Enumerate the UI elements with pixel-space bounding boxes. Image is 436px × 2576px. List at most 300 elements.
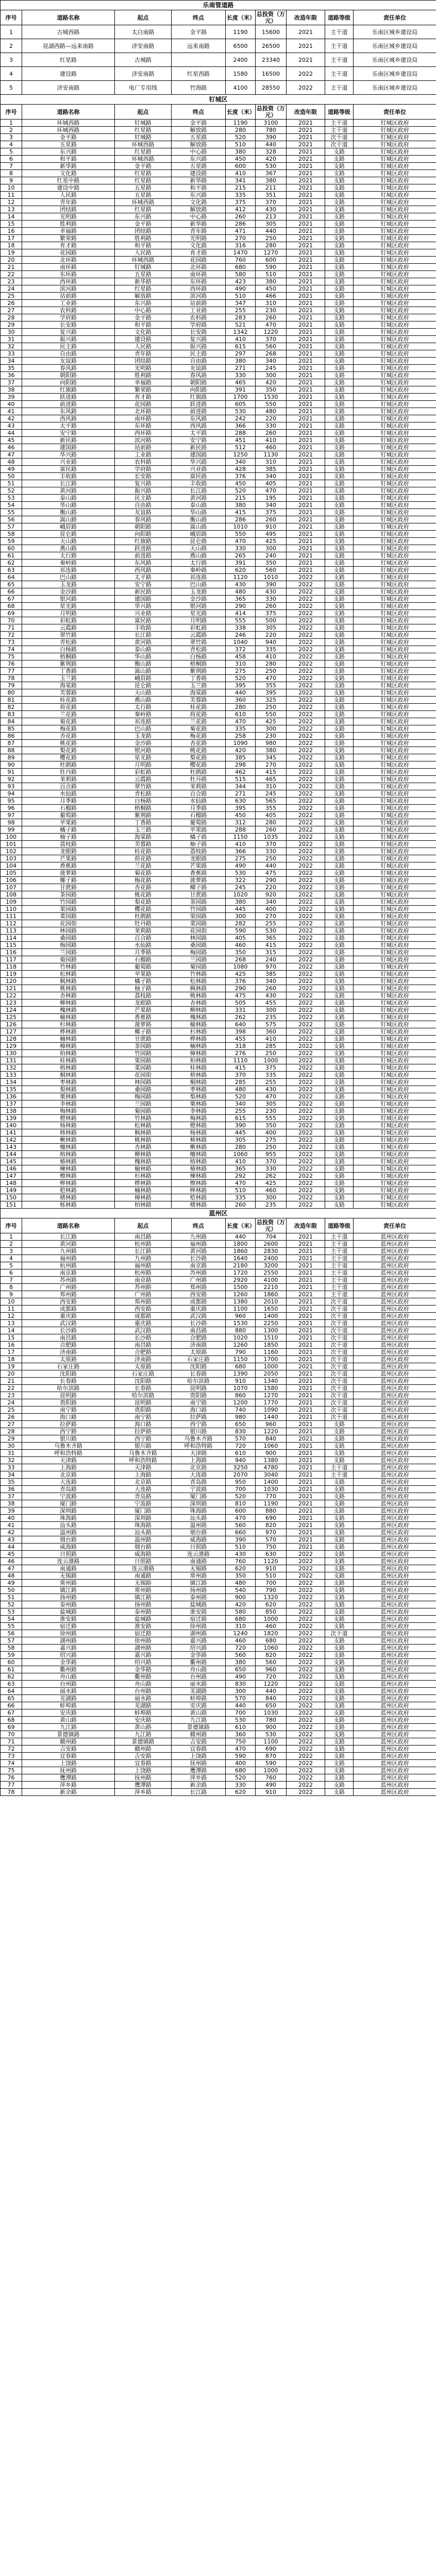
cell-length: 414 (226, 610, 256, 617)
cell-unit: 蓝州区政府 (354, 1349, 436, 1356)
cell-unit: 蓝州区政府 (354, 1241, 436, 1248)
cell-unit: 钉城区政府 (354, 386, 436, 394)
cell-start: 古城路 (115, 53, 172, 67)
cell-year: 2021 (287, 177, 325, 184)
cell-grade: 次干道 (325, 141, 354, 148)
cell-no: 69 (1, 1724, 22, 1731)
cell-area: 4780 (256, 1464, 287, 1471)
cell-no: 108 (1, 891, 22, 899)
cell-name: 大连路 (22, 1479, 115, 1486)
cell-year: 2022 (287, 783, 325, 790)
cell-name: 杭州路 (22, 1262, 115, 1269)
cell-area: 590 (256, 264, 287, 271)
cell-area: 1000 (256, 1616, 287, 1623)
cell-start: 巴山路 (115, 725, 172, 733)
cell-length: 475 (226, 992, 256, 999)
cell-name: 香蕉路 (22, 862, 115, 870)
cell-no: 97 (1, 812, 22, 819)
cell-length: 1342 (226, 329, 256, 336)
cell-area: 300 (256, 725, 287, 733)
cell-grade: 支路 (325, 956, 354, 963)
table-row (1, 913, 436, 920)
cell-end: 巴山路 (172, 581, 226, 588)
table-row (1, 675, 436, 682)
table-row (1, 660, 436, 668)
table-row (1, 329, 436, 336)
cell-start: 荔枝路 (115, 992, 172, 999)
cell-area: 970 (256, 963, 287, 971)
cell-end: 镇江路 (172, 1580, 226, 1587)
cell-start: 天山路 (115, 689, 172, 697)
cell-grade: 支路 (325, 1479, 354, 1486)
cell-grade: 支路 (325, 213, 354, 221)
table-row (1, 935, 436, 942)
cell-end: 南昌路 (172, 1327, 226, 1334)
cell-start: 峨眉路 (115, 675, 172, 682)
cell-length: 340 (226, 459, 256, 466)
cell-end: 兰花路 (172, 718, 226, 725)
cell-end: 赣州路 (172, 1731, 226, 1738)
cell-unit: 蓝州区政府 (354, 1544, 436, 1551)
cell-unit: 蓝州区政府 (354, 1608, 436, 1616)
cell-end: 檀林路 (172, 1151, 226, 1158)
cell-year: 2022 (287, 1165, 325, 1173)
cell-year: 2021 (287, 1313, 325, 1320)
cell-grade: 支路 (325, 1673, 354, 1681)
cell-grade: 支路 (325, 1709, 354, 1717)
cell-start: 环城西路 (115, 199, 172, 206)
cell-no: 54 (1, 502, 22, 509)
cell-name: 镇江路 (22, 1587, 115, 1594)
cell-area: 335 (256, 646, 287, 653)
cell-area: 490 (256, 1782, 287, 1789)
cell-length: 428 (226, 466, 256, 473)
cell-name: 宁波路 (22, 1493, 115, 1500)
cell-length: 350 (226, 949, 256, 956)
cell-unit: 钉城区政府 (354, 170, 436, 177)
cell-length: 610 (226, 1724, 256, 1731)
cell-area: 270 (256, 913, 287, 920)
cell-unit: 蓝州区政府 (354, 1291, 436, 1298)
cell-area: 720 (256, 1673, 287, 1681)
cell-year: 2021 (287, 336, 325, 343)
cell-no: 13 (1, 1320, 22, 1327)
cell-no: 21 (1, 1378, 22, 1385)
cell-area: 211 (256, 184, 287, 192)
cell-year: 2022 (287, 1782, 325, 1789)
cell-name: 无锡路 (22, 1572, 115, 1580)
cell-year: 2022 (287, 1666, 325, 1673)
cell-name: 杉林路 (22, 1021, 115, 1028)
cell-grade: 支路 (325, 257, 354, 264)
cell-name: 橙林路 (22, 1115, 115, 1122)
cell-name: 菠萝路 (22, 870, 115, 877)
cell-unit: 钉城区政府 (354, 156, 436, 163)
cell-end: 东兴路 (172, 156, 226, 163)
cell-name: 拉萨路 (22, 1421, 115, 1428)
cell-grade: 主干道 (325, 1291, 354, 1298)
cell-unit: 蓝州区政府 (354, 1399, 436, 1406)
cell-year: 2022 (287, 870, 325, 877)
cell-area: 280 (256, 819, 287, 826)
cell-year: 2021 (287, 1327, 325, 1334)
cell-no: 113 (1, 927, 22, 935)
cell-end: 苹果路 (172, 826, 226, 834)
cell-end: 云霞路 (172, 632, 226, 639)
cell-grade: 次干道 (325, 1356, 354, 1363)
cell-end: 新民路 (172, 444, 226, 451)
cell-year: 2022 (287, 841, 325, 848)
cell-name: 建国路 (22, 444, 115, 451)
cell-length: 2400 (226, 53, 256, 67)
cell-year: 2021 (287, 53, 325, 67)
cell-grade: 支路 (325, 495, 354, 502)
cell-year: 2022 (287, 999, 325, 1007)
cell-area: 260 (256, 826, 287, 834)
cell-no: 36 (1, 372, 22, 379)
cell-area: 1220 (256, 1681, 287, 1688)
cell-start: 长春路 (115, 1385, 172, 1392)
cell-grade: 支路 (325, 1450, 354, 1457)
cell-no: 7 (1, 1277, 22, 1284)
table-row (1, 293, 436, 300)
cell-name: 新华路 (22, 163, 115, 170)
cell-no: 137 (1, 1100, 22, 1108)
cell-no: 112 (1, 920, 22, 927)
cell-name: 振兴路 (22, 336, 115, 343)
table-row (1, 437, 436, 444)
cell-length: 3250 (226, 1464, 256, 1471)
cell-length: 1150 (226, 1356, 256, 1363)
cell-year: 2021 (287, 170, 325, 177)
cell-end: 文化路 (172, 199, 226, 206)
cell-grade: 支路 (325, 646, 354, 653)
cell-area: 1270 (256, 1392, 287, 1399)
cell-no: 106 (1, 877, 22, 884)
table-row (1, 213, 436, 221)
cell-no: 85 (1, 725, 22, 733)
cell-length: 505 (226, 999, 256, 1007)
cell-name: 玉兰路 (22, 675, 115, 682)
cell-area: 1010 (256, 574, 287, 581)
cell-no: 36 (1, 1486, 22, 1493)
cell-year: 2021 (287, 430, 325, 437)
cell-start: 西环路 (115, 430, 172, 437)
cell-unit: 钉城区政府 (354, 581, 436, 588)
cell-no: 40 (1, 1515, 22, 1522)
cell-grade: 次干道 (325, 1414, 354, 1421)
cell-name: 宜春路 (22, 1753, 115, 1760)
cell-length: 366 (226, 422, 256, 430)
cell-start: 紫荆路 (115, 812, 172, 819)
cell-start: 繁荣路 (115, 386, 172, 394)
cell-start: 玉龙路 (115, 733, 172, 740)
cell-year: 2021 (287, 379, 325, 386)
cell-area: 415 (256, 942, 287, 949)
cell-name: 银川路 (22, 1435, 115, 1443)
cell-start: 蚌埠路 (115, 1709, 172, 1717)
cell-start: 景德镇路 (115, 1738, 172, 1745)
table-row (1, 956, 436, 963)
cell-start: 济安南路 (115, 39, 172, 53)
cell-unit: 钉城区政府 (354, 617, 436, 624)
cell-area: 375 (256, 509, 287, 516)
cell-grade: 次干道 (325, 1313, 354, 1320)
cell-end: 绍兴路 (172, 1645, 226, 1652)
cell-year: 2022 (287, 776, 325, 783)
cell-year: 2021 (287, 1515, 325, 1522)
cell-area: 1340 (256, 1378, 287, 1385)
cell-unit: 蓝州区政府 (354, 1306, 436, 1313)
cell-no: 147 (1, 1173, 22, 1180)
cell-name: 榆林路 (22, 1014, 115, 1021)
cell-area: 350 (256, 560, 287, 567)
cell-area: 1060 (256, 1645, 287, 1652)
cell-no: 15 (1, 1334, 22, 1342)
cell-end: 桂林路 (172, 1064, 226, 1072)
cell-year: 2021 (287, 372, 325, 379)
table-row (1, 1100, 436, 1108)
cell-year: 2021 (287, 39, 325, 53)
cell-end: 东兴路 (172, 192, 226, 199)
cell-unit: 钉城区政府 (354, 480, 436, 487)
cell-grade: 支路 (325, 329, 354, 336)
cell-start: 乌鲁木齐路 (115, 1450, 172, 1457)
cell-year: 2021 (287, 1522, 325, 1529)
cell-length: 288 (226, 430, 256, 437)
cell-length: 310 (226, 660, 256, 668)
cell-unit: 蓝州区政府 (354, 1370, 436, 1378)
cell-length: 347 (226, 300, 256, 307)
cell-grade: 支路 (325, 422, 354, 430)
cell-length: 305 (226, 1137, 256, 1144)
cell-end: 文化路 (172, 242, 226, 249)
cell-end: 榆林路 (172, 1021, 226, 1028)
cell-start: 淮安路 (115, 1623, 172, 1630)
cell-area: 390 (256, 581, 287, 588)
cell-unit: 蓝州区政府 (354, 1745, 436, 1753)
cell-end: 楠林路 (172, 1043, 226, 1050)
cell-length: 415 (226, 509, 256, 516)
cell-length: 316 (226, 242, 256, 249)
header-row (1, 10, 436, 25)
cell-name: 檀林路 (22, 1144, 115, 1151)
cell-length: 660 (226, 1529, 256, 1536)
cell-name: 梧桐路 (22, 653, 115, 660)
cell-year: 2022 (287, 1724, 325, 1731)
cell-start: 林园路 (115, 1079, 172, 1086)
table-row (1, 1515, 436, 1522)
cell-unit: 蓝州区政府 (354, 1378, 436, 1385)
cell-end: 梅花路 (172, 733, 226, 740)
cell-year: 2022 (287, 1064, 325, 1072)
cell-grade: 主干道 (325, 1464, 354, 1471)
table-row (1, 1255, 436, 1262)
cell-unit: 钉城区政府 (354, 567, 436, 574)
cell-unit: 蓝州区政府 (354, 1320, 436, 1327)
cell-no: 143 (1, 1144, 22, 1151)
cell-unit: 钉城区政府 (354, 689, 436, 697)
cell-grade: 主干道 (325, 67, 354, 81)
cell-unit: 钉城区政府 (354, 495, 436, 502)
cell-area: 2210 (256, 1284, 287, 1291)
cell-length: 540 (226, 1587, 256, 1594)
cell-no: 22 (1, 1385, 22, 1392)
table-row (1, 1007, 436, 1014)
cell-start: 站前路 (115, 444, 172, 451)
cell-grade: 支路 (325, 1587, 354, 1594)
table-row (1, 1342, 436, 1349)
cell-name: 彩虹路 (22, 617, 115, 624)
cell-year: 2021 (287, 509, 325, 516)
cell-start: 云霞路 (115, 776, 172, 783)
table-row (1, 891, 436, 899)
cell-grade: 支路 (325, 1529, 354, 1536)
cell-end: 中心路 (172, 213, 226, 221)
cell-area: 910 (256, 523, 287, 531)
cell-length: 480 (226, 1086, 256, 1093)
cell-no: 119 (1, 971, 22, 978)
cell-grade: 次干道 (325, 1363, 354, 1370)
cell-grade: 支路 (325, 718, 354, 725)
cell-name: 秦岭路 (22, 560, 115, 567)
cell-name: 果园路 (22, 906, 115, 913)
cell-no: 50 (1, 1587, 22, 1594)
cell-length: 376 (226, 473, 256, 480)
cell-no: 70 (1, 1731, 22, 1738)
cell-no: 30 (1, 1443, 22, 1450)
cell-length: 2920 (226, 1277, 256, 1284)
cell-area: 770 (256, 1493, 287, 1500)
cell-end: 樱花路 (172, 761, 226, 769)
cell-end: 呼和浩特路 (172, 1443, 226, 1450)
cell-grade: 支路 (325, 653, 354, 660)
cell-end: 榉林路 (172, 1187, 226, 1194)
cell-start: 红星路 (115, 285, 172, 293)
cell-unit: 钉城区政府 (354, 978, 436, 985)
cell-year: 2021 (287, 314, 325, 321)
cell-name: 黄河路 (22, 487, 115, 495)
cell-no: 35 (1, 365, 22, 372)
cell-length: 215 (226, 495, 256, 502)
cell-year: 2021 (287, 365, 325, 372)
table-row (1, 805, 436, 812)
cell-year: 2021 (287, 401, 325, 408)
cell-no: 10 (1, 1298, 22, 1306)
cell-grade: 支路 (325, 596, 354, 603)
cell-end: 紫荆路 (172, 668, 226, 675)
cell-end: 西安路 (172, 1291, 226, 1298)
cell-area: 330 (256, 1165, 287, 1173)
cell-no: 56 (1, 1630, 22, 1637)
cell-end: 水仙路 (172, 798, 226, 805)
cell-end: 杜鹃路 (172, 769, 226, 776)
cell-area: 380 (256, 177, 287, 184)
cell-name: 金沙路 (22, 588, 115, 596)
cell-area: 2550 (256, 1269, 287, 1277)
cell-area: 290 (256, 877, 287, 884)
cell-year: 2022 (287, 862, 325, 870)
cell-name: 济安南路 (22, 81, 115, 95)
cell-start: 建设路 (115, 336, 172, 343)
cell-year: 2021 (287, 1233, 325, 1241)
cell-start: 贵阳路 (115, 1406, 172, 1414)
cell-start: 广州路 (115, 1291, 172, 1298)
cell-name: 华山路 (22, 502, 115, 509)
cell-year: 2021 (287, 1277, 325, 1284)
cell-no: 151 (1, 1201, 22, 1209)
cell-unit: 钉城区政府 (354, 293, 436, 300)
table-row (1, 487, 436, 495)
cell-end (172, 53, 226, 67)
cell-area: 370 (256, 199, 287, 206)
cell-grade: 支路 (325, 430, 354, 437)
cell-length: 1860 (226, 1248, 256, 1255)
cell-unit: 钉城区政府 (354, 697, 436, 704)
cell-year: 2022 (287, 67, 325, 81)
cell-end: 银川路 (172, 1428, 226, 1435)
cell-year: 2021 (287, 1363, 325, 1370)
table-row (1, 1291, 436, 1298)
section-title-row (1, 1, 436, 10)
cell-name: 沈阳路 (22, 1370, 115, 1378)
cell-length: 650 (226, 1421, 256, 1428)
cell-length: 650 (226, 1666, 256, 1673)
table-row (1, 783, 436, 790)
cell-start: 泰州路 (115, 1608, 172, 1616)
cell-year: 2022 (287, 884, 325, 891)
cell-year: 2021 (287, 1529, 325, 1536)
cell-end: 梧林路 (172, 1072, 226, 1079)
cell-no: 53 (1, 495, 22, 502)
table-row (1, 1572, 436, 1580)
cell-start: 中心路 (115, 307, 172, 314)
table-row (1, 228, 436, 235)
cell-grade: 支路 (325, 588, 354, 596)
cell-area: 310 (256, 459, 287, 466)
cell-end: 槐林路 (172, 1014, 226, 1021)
cell-grade: 支路 (325, 285, 354, 293)
cell-start: 武汉路 (115, 1327, 172, 1334)
cell-end: 玉龙路 (172, 588, 226, 596)
cell-unit: 钉城区政府 (354, 632, 436, 639)
cell-end: 柚子路 (172, 841, 226, 848)
cell-year: 2022 (287, 906, 325, 913)
cell-start: 胜利路 (115, 372, 172, 379)
cell-end: 祁连路 (172, 574, 226, 581)
cell-no: 87 (1, 740, 22, 747)
cell-year: 2022 (287, 1194, 325, 1201)
cell-year: 2021 (287, 1457, 325, 1464)
cell-end: 牡丹路 (172, 776, 226, 783)
cell-grade: 次干道 (325, 1385, 354, 1392)
cell-grade: 支路 (325, 1036, 354, 1043)
cell-start: 环城西路 (115, 257, 172, 264)
cell-end: 桑园路 (172, 942, 226, 949)
table-row (1, 963, 436, 971)
cell-no: 5 (1, 148, 22, 156)
cell-year: 2021 (287, 394, 325, 401)
cell-length: 275 (226, 668, 256, 675)
cell-area: 1820 (256, 1630, 287, 1637)
cell-end: 南宁路 (172, 1399, 226, 1406)
cell-name: 芒果路 (22, 855, 115, 862)
cell-no: 4 (1, 1255, 22, 1262)
cell-start: 农科路 (115, 459, 172, 466)
cell-unit: 蓝州区政府 (354, 1500, 436, 1507)
cell-start: 徐州路 (115, 1637, 172, 1645)
cell-area: 240 (256, 552, 287, 560)
